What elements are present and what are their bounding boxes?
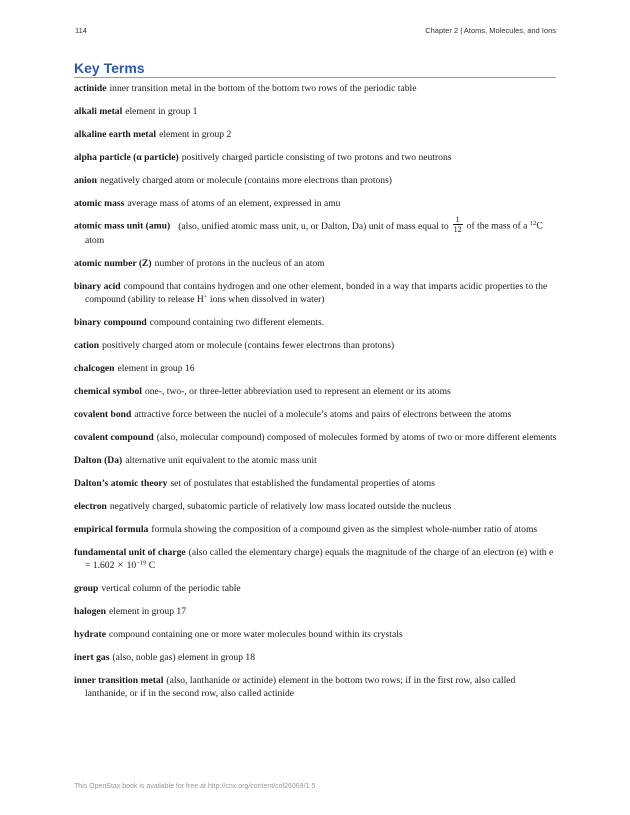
term-name: group [74, 583, 99, 594]
term-definition: negatively charged, subatomic particle of relatively low mass located outside the nucleus [109, 501, 452, 512]
term-definition: compound containing one or more water molecules bound within its crystals [108, 629, 403, 640]
term-definition: negatively charged atom or molecule (contains more electrons than protons) [99, 175, 393, 186]
term-name: hydrate [74, 629, 106, 640]
term-definition: inner transition metal in the bottom of the bottom two rows of the periodic table [109, 83, 417, 94]
term-chemical-symbol [74, 385, 558, 398]
term-definition: (also, lanthanide or actinide) element in the bottom two rows; if in the first row, also called lanthanide, or if in the second row, also called actinide [85, 675, 516, 699]
term-name: anion [74, 175, 97, 186]
page-header [75, 26, 556, 38]
term-definition: element in group 2 [159, 129, 232, 140]
chapter-title: Chapter 2 | Atoms, Molecules, and Ions [425, 26, 556, 35]
term-name: alpha particle (α particle) [74, 152, 179, 163]
term-definition-cont: ions when dissolved in water) [209, 294, 325, 305]
term-definition: (also, noble gas) element in group 18 [112, 652, 255, 663]
term-name: actinide [74, 83, 107, 94]
term-definition: compound that contains hydrogen and one other element, bonded in a way that imparts acidic properties to the compound (ability to release H [85, 281, 548, 305]
term-name: alkali metal [74, 106, 123, 117]
term-group [74, 582, 558, 595]
term-definition: one-, two-, or three-letter abbreviation used to represent an element or its atoms [144, 386, 451, 397]
term-definition: average mass of atoms of an element, expressed in amu [127, 198, 341, 209]
fraction [453, 215, 463, 234]
fraction-numerator: 1 [453, 215, 463, 225]
term-definition-cont: of the mass of a [466, 220, 528, 232]
fraction-denominator: 12 [453, 225, 462, 234]
term-name: atomic mass unit (amu) [74, 220, 171, 232]
term-name: electron [74, 501, 107, 512]
exponent-base: 10 [126, 560, 137, 571]
term-atomic-mass-unit [74, 215, 558, 247]
term-alkali-metal [74, 105, 558, 118]
term-definition: set of postulates that established the fundamental properties of atoms [170, 478, 435, 489]
term-anion [74, 174, 558, 187]
page-footer: This OpenStax book is available for free at http://cnx.org/content/col26069/1.5 [74, 783, 316, 790]
term-definition: positively charged atom or molecule (contains fewer electrons than protons) [102, 340, 395, 351]
term-name: chemical symbol [74, 386, 142, 397]
term-covalent-bond [74, 408, 558, 421]
term-definition: (also, molecular compound) composed of molecules formed by atoms of two or more different elements [156, 432, 557, 443]
times-sign: × [117, 559, 124, 571]
term-dalton [74, 454, 558, 467]
superscript: −19 [136, 559, 147, 567]
term-empirical-formula [74, 523, 558, 536]
term-name: chalcogen [74, 363, 115, 374]
term-hydrate [74, 628, 558, 641]
term-inner-transition-metal [74, 674, 558, 700]
section-title: Key Terms [74, 59, 556, 78]
term-name: cation [74, 340, 100, 351]
term-name: fundamental unit of charge [74, 547, 186, 558]
term-definition: number of protons in the nucleus of an atom [154, 258, 325, 269]
term-definition: formula showing the composition of a compound given as the simplest whole-number ratio of atoms [151, 524, 538, 535]
term-atomic-mass [74, 197, 558, 210]
term-binary-compound [74, 316, 558, 329]
term-electron [74, 500, 558, 513]
term-definition-cont: C [148, 560, 156, 571]
term-name: atomic number (Z) [74, 258, 152, 269]
term-alkaline-earth-metal [74, 128, 558, 141]
term-definition: (also called the elementary charge) equals the magnitude of the charge of an electron (e) with e = 1.602 [85, 547, 554, 571]
term-fundamental-unit-of-charge [74, 546, 558, 572]
term-inert-gas [74, 651, 558, 664]
term-definition: vertical column of the periodic table [101, 583, 241, 594]
term-definition: attractive force between the nuclei of a molecule’s atoms and pairs of electrons between the atoms [134, 409, 512, 420]
term-name: binary acid [74, 281, 121, 292]
term-cation [74, 339, 558, 352]
term-name: halogen [74, 606, 106, 617]
term-covalent-compound [74, 431, 558, 444]
term-actinide [74, 82, 558, 95]
page-number: 114 [75, 26, 87, 35]
term-name: alkaline earth metal [74, 129, 157, 140]
term-name: inner transition metal [74, 675, 164, 686]
term-definition: compound containing two different elements. [149, 317, 325, 328]
term-definition: element in group 17 [109, 606, 186, 617]
term-definition: alternative unit equivalent to the atomic mass unit [125, 455, 317, 466]
superscript: 12 [529, 220, 537, 228]
term-name: covalent bond [74, 409, 132, 420]
term-name: binary compound [74, 317, 147, 328]
key-terms-list [74, 82, 558, 700]
term-binary-acid [74, 280, 558, 306]
term-alpha-particle [74, 151, 558, 164]
term-daltons-atomic-theory [74, 477, 558, 490]
term-atomic-number [74, 257, 558, 270]
term-name: atomic mass [74, 198, 125, 209]
term-name: inert gas [74, 652, 110, 663]
term-chalcogen [74, 362, 558, 375]
term-definition: element in group 16 [117, 363, 195, 374]
term-name: Dalton (Da) [74, 455, 123, 466]
term-definition: element in group 1 [125, 106, 198, 117]
term-name: empirical formula [74, 524, 149, 535]
term-definition: (also, unified atomic mass unit, u, or Dalton, Da) unit of mass equal to [178, 220, 449, 232]
superscript: + [203, 293, 208, 301]
term-name: Dalton’s atomic theory [74, 478, 168, 489]
term-definition: positively charged particle consisting of two protons and two neutrons [181, 152, 452, 163]
term-halogen [74, 605, 558, 618]
term-definition-cont: C atom [85, 220, 543, 246]
term-name: covalent compound [74, 432, 154, 443]
